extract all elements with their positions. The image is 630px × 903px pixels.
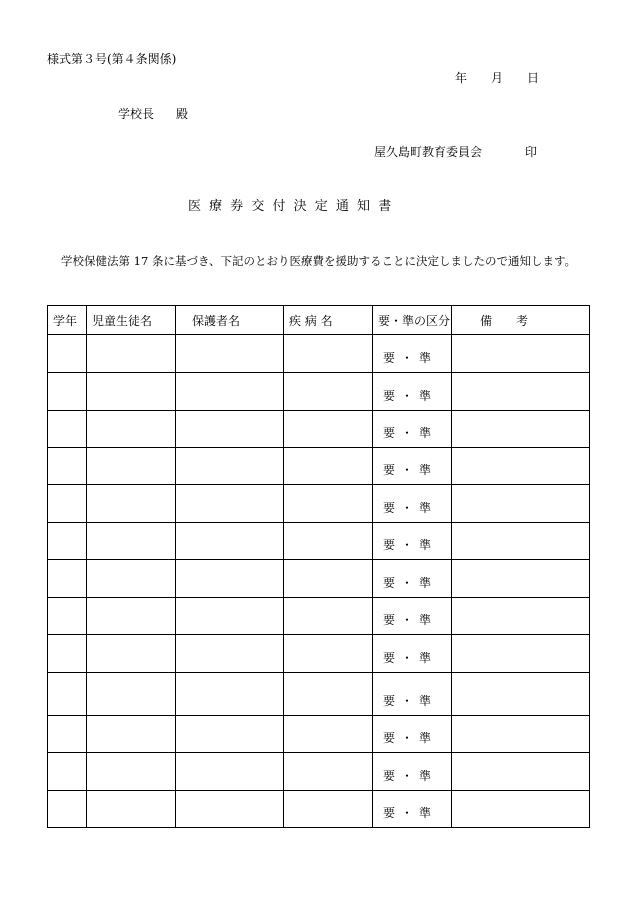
option-jun: 準 — [419, 806, 432, 820]
table-cell — [87, 448, 176, 485]
header-grade: 学年 — [48, 306, 87, 335]
form-number: 様式第３号(第４条関係) — [47, 52, 177, 66]
option-yo: 要 — [383, 613, 396, 627]
table-cell — [48, 335, 87, 373]
table-cell — [176, 373, 284, 411]
option-separator: ・ — [401, 769, 414, 783]
table-header-row — [48, 306, 590, 335]
option-separator: ・ — [401, 501, 414, 515]
table-cell — [452, 753, 590, 791]
option-yo: 要 — [383, 538, 396, 552]
category-cell — [373, 560, 452, 598]
category-cell — [373, 791, 452, 828]
category-cell — [373, 448, 452, 485]
table-cell — [284, 411, 373, 448]
document-title: 医 療 券 交 付 決 定 通 知 書 — [188, 199, 394, 214]
date-month: 月 — [491, 71, 504, 85]
header-student-name: 児童生徒名 — [87, 306, 176, 335]
table-cell — [176, 485, 284, 523]
table-cell — [48, 673, 87, 716]
table-cell — [452, 791, 590, 828]
option-separator: ・ — [401, 613, 414, 627]
table-cell — [452, 485, 590, 523]
category-cell — [373, 411, 452, 448]
table-cell — [284, 635, 373, 673]
table-cell — [284, 485, 373, 523]
table-cell — [284, 791, 373, 828]
table-cell — [87, 753, 176, 791]
date-day: 日 — [527, 71, 540, 85]
table-cell — [176, 448, 284, 485]
table-cell — [176, 335, 284, 373]
option-jun: 準 — [419, 651, 432, 665]
option-separator: ・ — [401, 651, 414, 665]
option-separator: ・ — [401, 694, 414, 708]
option-yo: 要 — [383, 651, 396, 665]
addressee-honorific: 殿 — [176, 107, 189, 121]
category-cell — [373, 523, 452, 560]
table-cell — [452, 448, 590, 485]
body-text: 学校保健法第 17 条に基づき、下記のとおり医療費を援助することに決定しましたので通知します。 — [61, 254, 577, 268]
option-yo: 要 — [383, 731, 396, 745]
table-cell — [87, 373, 176, 411]
table-cell — [48, 716, 87, 753]
table-cell — [176, 673, 284, 716]
table-cell — [284, 598, 373, 635]
table-cell — [87, 716, 176, 753]
table-cell — [284, 753, 373, 791]
option-jun: 準 — [419, 576, 432, 590]
header-guardian-name: 保護者名 — [176, 306, 284, 335]
table-cell — [176, 716, 284, 753]
option-separator: ・ — [401, 351, 414, 365]
header-disease-name: 疾 病 名 — [284, 306, 373, 335]
table-cell — [48, 635, 87, 673]
table-row — [48, 448, 590, 485]
option-jun: 準 — [419, 463, 432, 477]
table-cell — [452, 411, 590, 448]
table-cell — [176, 635, 284, 673]
option-yo: 要 — [383, 389, 396, 403]
category-cell — [373, 485, 452, 523]
table-cell — [87, 335, 176, 373]
table-cell — [452, 716, 590, 753]
table-row — [48, 560, 590, 598]
table-cell — [48, 753, 87, 791]
table-row — [48, 791, 590, 828]
table-cell — [48, 523, 87, 560]
date-year: 年 — [455, 71, 468, 85]
table-cell — [452, 335, 590, 373]
table-cell — [284, 560, 373, 598]
category-cell — [373, 373, 452, 411]
table-row — [48, 485, 590, 523]
table-row — [48, 335, 590, 373]
table-cell — [176, 598, 284, 635]
table-cell — [87, 673, 176, 716]
table-cell — [87, 560, 176, 598]
table-cell — [284, 523, 373, 560]
option-separator: ・ — [401, 389, 414, 403]
table-cell — [452, 598, 590, 635]
header-category: 要・準の区分 — [373, 306, 452, 335]
issuer-name: 屋久島町教育委員会 — [374, 145, 483, 159]
table-cell — [48, 560, 87, 598]
table-cell — [48, 448, 87, 485]
table-cell — [48, 411, 87, 448]
option-yo: 要 — [383, 501, 396, 515]
option-jun: 準 — [419, 351, 432, 365]
category-cell — [373, 716, 452, 753]
table-cell — [176, 753, 284, 791]
table-cell — [48, 485, 87, 523]
option-separator: ・ — [401, 463, 414, 477]
table-cell — [452, 373, 590, 411]
table-cell — [284, 373, 373, 411]
option-jun: 準 — [419, 538, 432, 552]
option-yo: 要 — [383, 426, 396, 440]
decision-table — [47, 305, 590, 828]
option-yo: 要 — [383, 694, 396, 708]
table-row — [48, 753, 590, 791]
table-cell — [87, 523, 176, 560]
table-cell — [87, 598, 176, 635]
option-jun: 準 — [419, 769, 432, 783]
table-row — [48, 673, 590, 716]
table-cell — [176, 523, 284, 560]
header-remarks: 備 考 — [452, 306, 590, 335]
option-yo: 要 — [383, 463, 396, 477]
option-jun: 準 — [419, 426, 432, 440]
table-row — [48, 523, 590, 560]
table-cell — [452, 673, 590, 716]
option-jun: 準 — [419, 389, 432, 403]
category-cell — [373, 598, 452, 635]
category-cell — [373, 753, 452, 791]
table-cell — [176, 791, 284, 828]
option-separator: ・ — [401, 538, 414, 552]
option-jun: 準 — [419, 731, 432, 745]
table-cell — [48, 373, 87, 411]
table-cell — [284, 448, 373, 485]
table-cell — [284, 335, 373, 373]
option-jun: 準 — [419, 694, 432, 708]
table-row — [48, 373, 590, 411]
table-cell — [176, 411, 284, 448]
option-yo: 要 — [383, 769, 396, 783]
table-cell — [452, 523, 590, 560]
category-cell — [373, 673, 452, 716]
table-row — [48, 635, 590, 673]
table-row — [48, 411, 590, 448]
option-yo: 要 — [383, 806, 396, 820]
table-cell — [87, 635, 176, 673]
category-cell — [373, 635, 452, 673]
table-cell — [87, 411, 176, 448]
category-cell — [373, 335, 452, 373]
table-cell — [48, 598, 87, 635]
table-cell — [87, 791, 176, 828]
table-row — [48, 716, 590, 753]
option-separator: ・ — [401, 426, 414, 440]
table-cell — [48, 791, 87, 828]
option-yo: 要 — [383, 351, 396, 365]
option-separator: ・ — [401, 806, 414, 820]
option-jun: 準 — [419, 613, 432, 627]
table-row — [48, 598, 590, 635]
option-jun: 準 — [419, 501, 432, 515]
table-cell — [87, 485, 176, 523]
seal-mark: 印 — [525, 145, 538, 159]
option-separator: ・ — [401, 731, 414, 745]
table-cell — [452, 560, 590, 598]
option-separator: ・ — [401, 576, 414, 590]
table-cell — [176, 560, 284, 598]
table-cell — [452, 635, 590, 673]
option-yo: 要 — [383, 576, 396, 590]
table-cell — [284, 716, 373, 753]
table-cell — [284, 673, 373, 716]
addressee-name: 学校長 — [118, 107, 155, 121]
